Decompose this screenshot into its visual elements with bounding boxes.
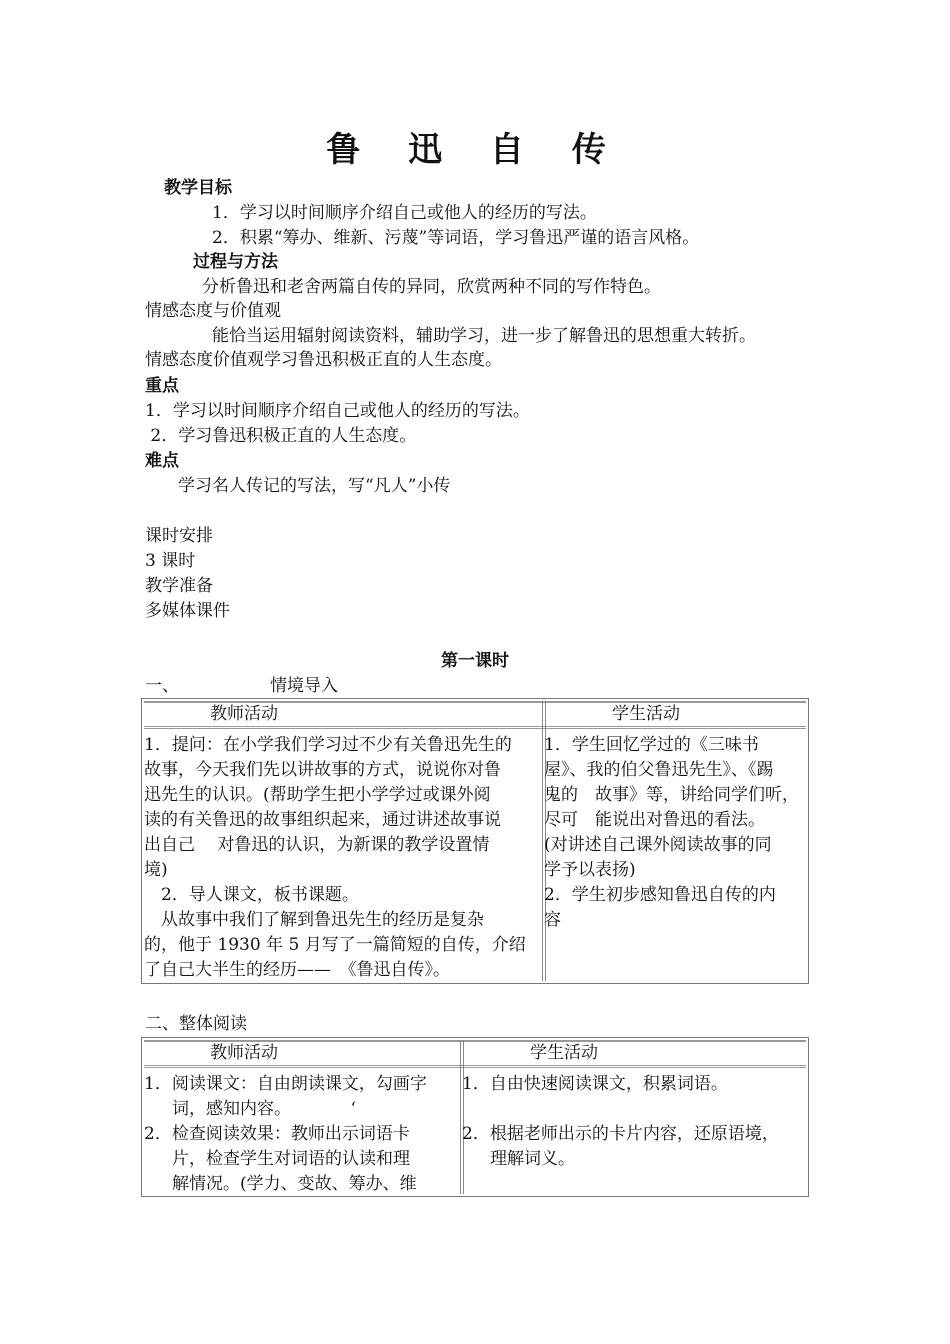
teacher-header: 教师活动 (210, 1043, 278, 1063)
emotion-line-1: 能恰当运用辐射阅读资料，辅助学习，进一步了解鲁迅的思想重大转折。 (212, 326, 756, 346)
teacher-line: 出自己 对鲁迅的认识，为新课的教学设置情 (144, 835, 490, 855)
teacher-activity-cell (144, 1072, 462, 1197)
teacher-item-2-cont: 片，检查学生对词语的认读和理 (172, 1149, 410, 1169)
student-item-2-cont: 理解词义。 (490, 1149, 575, 1169)
student-line: 1．学生回忆学过的《三味书 (544, 735, 759, 755)
emotion-line-2: 情感态度价值观学习鲁迅积极正直的人生态度。 (145, 350, 502, 370)
student-line: 尽可 能说出对鲁迅的看法。 (544, 810, 765, 830)
key-point-2: 2．学习鲁迅积极正直的人生态度。 (145, 426, 417, 446)
student-line: 学予以表扬) (544, 860, 636, 880)
teacher-line: 2．导人课文，板书课题。 (144, 885, 359, 905)
goals-heading: 教学目标 (164, 178, 232, 198)
student-activity-cell (462, 1072, 806, 1172)
student-line: 2．学生初步感知鲁迅自传的内 (544, 885, 776, 905)
activity-table-2 (141, 1037, 809, 1197)
student-line: 鬼的 故事》等，讲给同学们听， (544, 785, 799, 805)
student-item-1: 1．自由快速阅读课文，积累词语。 (462, 1074, 728, 1094)
student-item-2: 2．根据老师出示的卡片内容，还原语境， (462, 1124, 779, 1144)
teacher-item-2: 2．检查阅读效果：教师出示词语卡 (144, 1124, 410, 1144)
teacher-line: 1．提问：在小学我们学习过不少有关鲁迅先生的 (144, 735, 512, 755)
teacher-line: 的，他于 1930 年 5 月写了一篇简短的自传，介绍 (144, 935, 526, 955)
student-header: 学生活动 (612, 704, 680, 724)
teacher-line: 读的有关鲁迅的故事组织起来，通过讲述故事说 (144, 810, 501, 830)
section-1-label: 一、 (145, 676, 179, 696)
emotion-heading: 情感态度与价值观 (145, 301, 281, 321)
key-points-heading: 重点 (145, 376, 179, 396)
teacher-line: 迅先生的认识。(帮助学生把小学学过或课外阅 (144, 785, 491, 805)
teacher-header: 教师活动 (210, 704, 278, 724)
teacher-line: 从故事中我们了解到鲁迅先生的经历是复杂 (144, 910, 484, 930)
document-title: 鲁 迅 自 传 (326, 130, 624, 170)
goal-item-2: 2．积累“筹办、维新、污蔑”等词语，学习鲁迅严谨的语言风格。 (212, 228, 700, 248)
section-1-name: 情境导入 (270, 676, 338, 696)
schedule-value: 3 课时 (145, 551, 196, 571)
difficulty-heading: 难点 (145, 451, 179, 471)
teacher-item-2-cont: 解情况。(学力、变故、筹办、维 (172, 1174, 417, 1194)
key-point-1: 1．学习以时间顺序介绍自己或他人的经历的写法。 (145, 401, 530, 421)
prep-value: 多媒体课件 (145, 601, 230, 621)
student-header: 学生活动 (530, 1043, 598, 1063)
activity-table-1 (141, 698, 809, 984)
teacher-line: 了自己大半生的经历—— 《鲁迅自传》。 (144, 960, 450, 980)
student-line: 屋》、我的伯父鲁迅先生》、《踢 (544, 760, 774, 780)
goal-item-1: 1．学习以时间顺序介绍自己或他人的经历的写法。 (212, 203, 597, 223)
spacer (462, 1097, 806, 1122)
difficulty-text: 学习名人传记的写法，写“凡人”小传 (178, 476, 451, 496)
student-activity-cell (544, 733, 806, 933)
student-line: (对讲述自己课外阅读故事的同 (544, 835, 772, 855)
process-text: 分析鲁迅和老舍两篇自传的异同，欣赏两种不同的写作特色。 (202, 277, 661, 297)
lesson-title: 第一课时 (441, 651, 509, 671)
student-line: 容 (544, 910, 561, 930)
teacher-line: 境) (144, 860, 168, 880)
section-2-title: 二、整体阅读 (145, 1014, 247, 1034)
schedule-heading: 课时安排 (145, 526, 213, 546)
teacher-item-1-cont: 词，感知内容。 ‘ (172, 1099, 356, 1119)
teacher-line: 故事，今天我们先以讲故事的方式，说说你对鲁 (144, 760, 501, 780)
process-heading: 过程与方法 (193, 252, 278, 272)
teacher-activity-cell (144, 733, 544, 983)
prep-heading: 教学准备 (145, 576, 213, 596)
teacher-item-1: 1．阅读课文：自由朗读课文，勾画字 (144, 1074, 427, 1094)
